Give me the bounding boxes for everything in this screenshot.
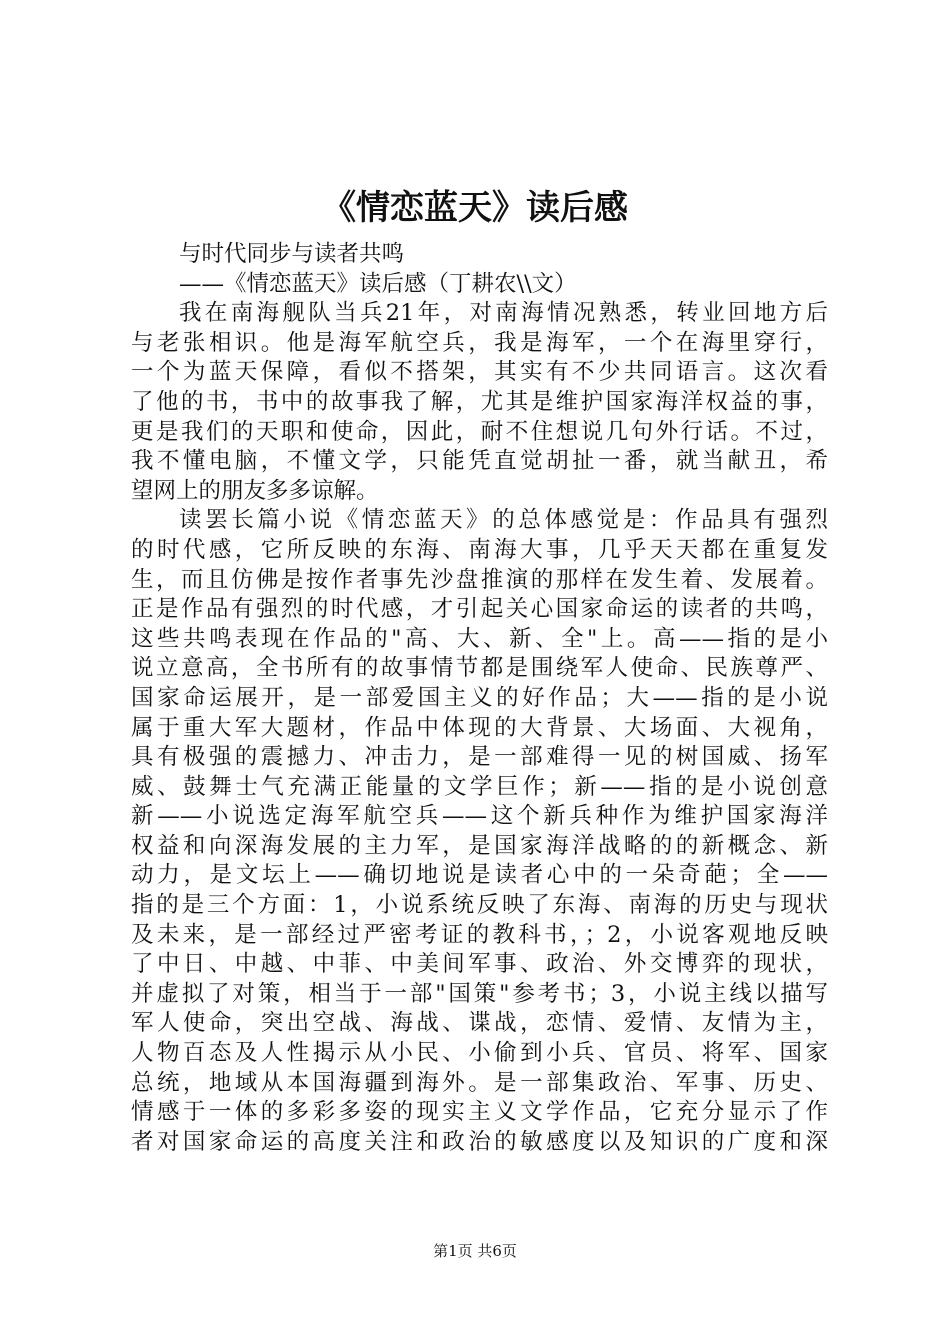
text-line: 及未来，是一部经过严密考证的教科书，；2，小说客观地反映 bbox=[131, 921, 828, 948]
text-line: 国家命运展开，是一部爱国主义的好作品；大——指的是小说 bbox=[131, 684, 828, 711]
text-line: 人物百态及人性揭示从小民、小偷到小兵、官员、将军、国家 bbox=[131, 1040, 828, 1067]
text-line: 更是我们的天职和使命，因此，耐不住想说几句外行话。不过， bbox=[131, 418, 828, 445]
text-line: 说立意高，全书所有的故事情节都是围绕军人使命、民族尊严、 bbox=[131, 655, 828, 682]
text-line: 我在南海舰队当兵21年，对南海情况熟悉，转业回地方后 bbox=[179, 300, 828, 327]
text-line: 的时代感，它所反映的东海、南海大事，几乎天天都在重复发 bbox=[131, 536, 828, 563]
text-line: 望网上的朋友多多谅解。 bbox=[131, 477, 379, 504]
document-body bbox=[131, 240, 828, 1157]
document-title: 《情恋蓝天》读后感 bbox=[322, 188, 628, 228]
text-line: 正是作品有强烈的时代感，才引起关心国家命运的读者的共鸣， bbox=[131, 596, 828, 623]
text-line: 权益和向深海发展的主力军，是国家海洋战略的的新概念、新 bbox=[131, 832, 828, 859]
byline: ——《情恋蓝天》读后感（丁耕农\\文） bbox=[179, 270, 577, 297]
paragraph-1 bbox=[131, 299, 828, 506]
text-line: 者对国家命运的高度关注和政治的敏感度以及知识的广度和深 bbox=[131, 1128, 828, 1155]
text-line: 我不懂电脑，不懂文学，只能凭直觉胡扯一番，就当献丑，希 bbox=[131, 448, 828, 475]
text-line: 生，而且仿佛是按作者事先沙盘推演的那样在发生着、发展着。 bbox=[131, 566, 828, 593]
page-footer: 第1页 共6页 bbox=[433, 1242, 517, 1260]
paragraph-2 bbox=[131, 506, 828, 1157]
text-line: 总统，地域从本国海疆到海外。是一部集政治、军事、历史、 bbox=[131, 1069, 828, 1096]
subtitle: 与时代同步与读者共鸣 bbox=[179, 241, 405, 267]
text-line: 并虚拟了对策，相当于一部"国策"参考书；3，小说主线以描写 bbox=[131, 980, 828, 1007]
text-line: 情感于一体的多彩多姿的现实主义文学作品，它充分显示了作 bbox=[131, 1099, 828, 1126]
text-line: 指的是三个方面：1，小说系统反映了东海、南海的历史与现状 bbox=[131, 892, 828, 919]
text-line: 军人使命，突出空战、海战、谍战，恋情、爱情、友情为主， bbox=[131, 1010, 828, 1037]
text-line: 与老张相识。他是海军航空兵，我是海军，一个在海里穿行， bbox=[131, 329, 828, 356]
text-line: 动力，是文坛上——确切地说是读者心中的一朵奇葩；全—— bbox=[131, 862, 828, 889]
text-line: 属于重大军大题材，作品中体现的大背景、大场面、大视角， bbox=[131, 714, 828, 741]
text-line: 了中日、中越、中菲、中美间军事、政治、外交博弈的现状， bbox=[131, 951, 828, 978]
text-line: 读罢长篇小说《情恋蓝天》的总体感觉是：作品具有强烈 bbox=[179, 507, 828, 534]
text-line: 威、鼓舞士气充满正能量的文学巨作；新——指的是小说创意 bbox=[131, 773, 828, 800]
text-line: 新——小说选定海军航空兵——这个新兵种作为维护国家海洋 bbox=[131, 803, 828, 830]
text-line: 一个为蓝天保障，看似不搭架，其实有不少共同语言。这次看 bbox=[131, 359, 828, 386]
text-line: 这些共鸣表现在作品的"高、大、新、全"上。高——指的是小 bbox=[131, 625, 828, 652]
text-line: 具有极强的震撼力、冲击力，是一部难得一见的树国威、扬军 bbox=[131, 744, 828, 771]
text-line: 了他的书，书中的故事我了解，尤其是维护国家海洋权益的事， bbox=[131, 388, 828, 415]
